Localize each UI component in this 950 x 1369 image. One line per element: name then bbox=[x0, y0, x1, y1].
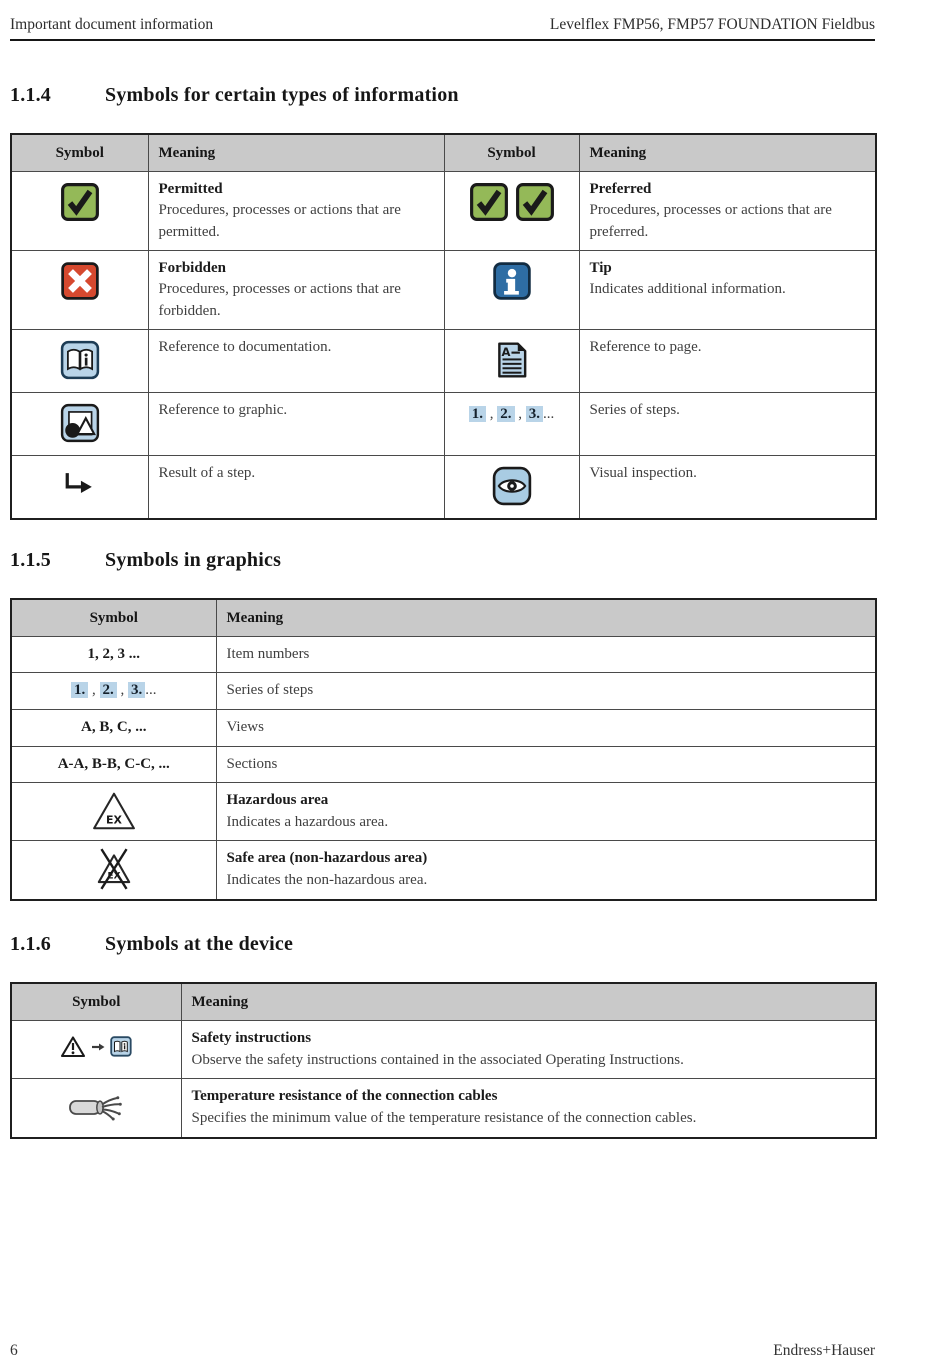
info-types-table bbox=[10, 133, 877, 520]
meaning-desc: Indicates a hazardous area. bbox=[226, 813, 389, 830]
cable-temperature-icon bbox=[68, 1092, 124, 1122]
table-row bbox=[11, 637, 876, 673]
step-ellipsis: ... bbox=[145, 682, 157, 698]
meaning-title: Permitted bbox=[158, 181, 223, 197]
page-number: 6 bbox=[10, 1342, 18, 1359]
symbol-cell bbox=[444, 456, 579, 519]
section-number: 1.1.4 bbox=[10, 84, 51, 106]
symbol-cell bbox=[11, 747, 216, 783]
table-row bbox=[11, 330, 876, 393]
symbol-cell bbox=[444, 172, 579, 251]
table-row bbox=[11, 673, 876, 710]
symbol-cell bbox=[11, 710, 216, 747]
table-row bbox=[11, 251, 876, 330]
section-number: 1.1.6 bbox=[10, 933, 51, 955]
meaning-title: Temperature resistance of the connection cables bbox=[191, 1088, 498, 1105]
safety-instructions-warning-arrow-book-icon bbox=[60, 1035, 132, 1059]
table-row bbox=[11, 783, 876, 841]
visual-inspection-eye-icon bbox=[492, 466, 532, 506]
column-header-symbol: Symbol bbox=[11, 983, 181, 1021]
meaning-cell bbox=[216, 673, 876, 710]
meaning-desc: Reference to graphic. bbox=[158, 402, 288, 418]
series-of-steps-chips bbox=[469, 406, 555, 422]
section-title: Symbols for certain types of information bbox=[105, 84, 459, 106]
meaning-desc: Indicates the non-hazardous area. bbox=[226, 871, 428, 888]
meaning-cell bbox=[148, 251, 444, 330]
column-header-symbol: Symbol bbox=[444, 134, 579, 172]
arrow-right-icon bbox=[91, 1039, 105, 1055]
step-chip: 1. bbox=[71, 682, 88, 698]
table-row bbox=[11, 1079, 876, 1138]
header-rule bbox=[10, 39, 875, 41]
step-chip: 1. bbox=[469, 406, 486, 422]
safe-area-ex-crossed-icon bbox=[91, 846, 137, 892]
symbols-at-device-table bbox=[10, 982, 877, 1139]
meaning-desc: Procedures, processes or actions that are forbidden. bbox=[158, 281, 401, 319]
meaning-desc: Procedures, processes or actions that are preferred. bbox=[589, 202, 832, 240]
page-footer bbox=[10, 1342, 875, 1360]
meaning-cell bbox=[216, 710, 876, 747]
meaning-desc: Reference to page. bbox=[589, 339, 702, 355]
meaning-cell bbox=[181, 1079, 876, 1138]
meaning-desc: Visual inspection. bbox=[589, 465, 697, 481]
operating-instructions-book-icon bbox=[110, 1036, 132, 1057]
meaning-title: Safe area (non-hazardous area) bbox=[226, 850, 428, 867]
step-chip: 3. bbox=[128, 682, 145, 698]
column-header-meaning: Meaning bbox=[579, 134, 876, 172]
symbol-cell bbox=[444, 251, 579, 330]
meaning-cell bbox=[579, 251, 876, 330]
meaning-desc: Observe the safety instructions contained in the associated Operating Instructions. bbox=[191, 1051, 684, 1068]
meaning-cell bbox=[216, 747, 876, 783]
table-row bbox=[11, 1021, 876, 1079]
forbidden-cross-icon bbox=[60, 261, 100, 301]
graphic-reference-icon bbox=[60, 403, 100, 443]
column-header-symbol: Symbol bbox=[11, 134, 148, 172]
table-row bbox=[11, 710, 876, 747]
step-separator: , bbox=[514, 406, 526, 422]
section-title: Symbols in graphics bbox=[105, 549, 282, 571]
meaning-title: Safety instructions bbox=[191, 1030, 312, 1047]
step-chip: 2. bbox=[497, 406, 514, 422]
symbol-cell bbox=[11, 456, 148, 519]
symbol-cell bbox=[11, 1079, 181, 1138]
meaning-title: Hazardous area bbox=[226, 792, 329, 809]
meaning-desc: Result of a step. bbox=[158, 465, 256, 481]
meaning-desc: Sections bbox=[226, 755, 278, 772]
page-header bbox=[10, 16, 875, 34]
meaning-cell bbox=[579, 330, 876, 393]
meaning-desc: Item numbers bbox=[226, 645, 310, 662]
symbol-cell bbox=[11, 330, 148, 393]
step-chip: 2. bbox=[100, 682, 117, 698]
step-separator: , bbox=[486, 406, 498, 422]
symbol-text: 1, 2, 3 ... bbox=[87, 645, 140, 662]
meaning-title: Preferred bbox=[589, 181, 652, 197]
table-row bbox=[11, 841, 876, 900]
section-heading-info-types bbox=[10, 84, 459, 107]
symbol-cell bbox=[11, 841, 216, 900]
symbol-cell bbox=[11, 251, 148, 330]
meaning-desc: Series of steps bbox=[226, 682, 314, 699]
meaning-title: Tip bbox=[589, 260, 612, 276]
result-arrow-icon bbox=[63, 472, 97, 497]
step-separator: , bbox=[116, 682, 128, 698]
column-header-meaning: Meaning bbox=[148, 134, 444, 172]
header-left-text: Important document information bbox=[10, 16, 214, 33]
meaning-title: Forbidden bbox=[158, 260, 227, 276]
meaning-cell bbox=[579, 393, 876, 456]
meaning-desc: Specifies the minimum value of the temperature resistance of the connection cables. bbox=[191, 1109, 697, 1126]
symbols-in-graphics-table bbox=[10, 598, 877, 901]
meaning-cell bbox=[148, 330, 444, 393]
step-chip: 3. bbox=[526, 406, 543, 422]
column-header-meaning: Meaning bbox=[181, 983, 876, 1021]
brand-name: Endress+Hauser bbox=[773, 1342, 875, 1359]
table-header-row bbox=[11, 983, 876, 1021]
preferred-check-icon bbox=[515, 182, 555, 222]
meaning-cell bbox=[216, 783, 876, 841]
tip-info-icon bbox=[492, 261, 532, 301]
hazardous-area-ex-icon bbox=[91, 790, 137, 832]
symbol-cell bbox=[11, 172, 148, 251]
section-heading-symbols-at-device bbox=[10, 933, 293, 956]
meaning-cell bbox=[579, 456, 876, 519]
header-right-text: Levelflex FMP56, FMP57 FOUNDATION Fieldbus bbox=[549, 16, 875, 33]
meaning-desc: Procedures, processes or actions that are permitted. bbox=[158, 202, 401, 240]
section-title: Symbols at the device bbox=[105, 933, 294, 955]
documentation-book-icon bbox=[60, 340, 100, 380]
symbol-cell bbox=[11, 637, 216, 673]
table-header-row bbox=[11, 599, 876, 637]
symbol-cell bbox=[11, 393, 148, 456]
meaning-desc: Views bbox=[226, 719, 264, 736]
step-ellipsis: ... bbox=[543, 406, 555, 422]
permitted-check-icon bbox=[60, 182, 100, 222]
symbol-cell bbox=[11, 673, 216, 710]
symbol-cell bbox=[11, 1021, 181, 1079]
symbol-text: A-A, B-B, C-C, ... bbox=[57, 755, 170, 772]
table-row bbox=[11, 393, 876, 456]
section-number: 1.1.5 bbox=[10, 549, 51, 571]
column-header-meaning: Meaning bbox=[216, 599, 876, 637]
symbol-cell bbox=[444, 330, 579, 393]
page-reference-icon bbox=[492, 340, 532, 380]
meaning-cell bbox=[579, 172, 876, 251]
meaning-desc: Indicates additional information. bbox=[589, 281, 786, 298]
meaning-cell bbox=[148, 172, 444, 251]
table-row bbox=[11, 172, 876, 251]
meaning-cell bbox=[216, 637, 876, 673]
series-of-steps-chips bbox=[71, 682, 157, 698]
meaning-cell bbox=[181, 1021, 876, 1079]
section-heading-symbols-in-graphics bbox=[10, 549, 281, 572]
column-header-symbol: Symbol bbox=[11, 599, 216, 637]
symbol-text: A, B, C, ... bbox=[81, 719, 147, 735]
table-row bbox=[11, 456, 876, 519]
meaning-cell bbox=[148, 393, 444, 456]
step-separator: , bbox=[88, 682, 100, 698]
meaning-desc: Reference to documentation. bbox=[158, 339, 332, 355]
warning-triangle-icon bbox=[60, 1035, 86, 1059]
meaning-cell bbox=[148, 456, 444, 519]
symbol-cell bbox=[11, 783, 216, 841]
table-header-row bbox=[11, 134, 876, 172]
symbol-cell bbox=[444, 393, 579, 456]
meaning-cell bbox=[216, 841, 876, 900]
meaning-desc: Series of steps. bbox=[589, 402, 680, 418]
preferred-check-icon bbox=[469, 182, 509, 222]
table-row bbox=[11, 747, 876, 783]
